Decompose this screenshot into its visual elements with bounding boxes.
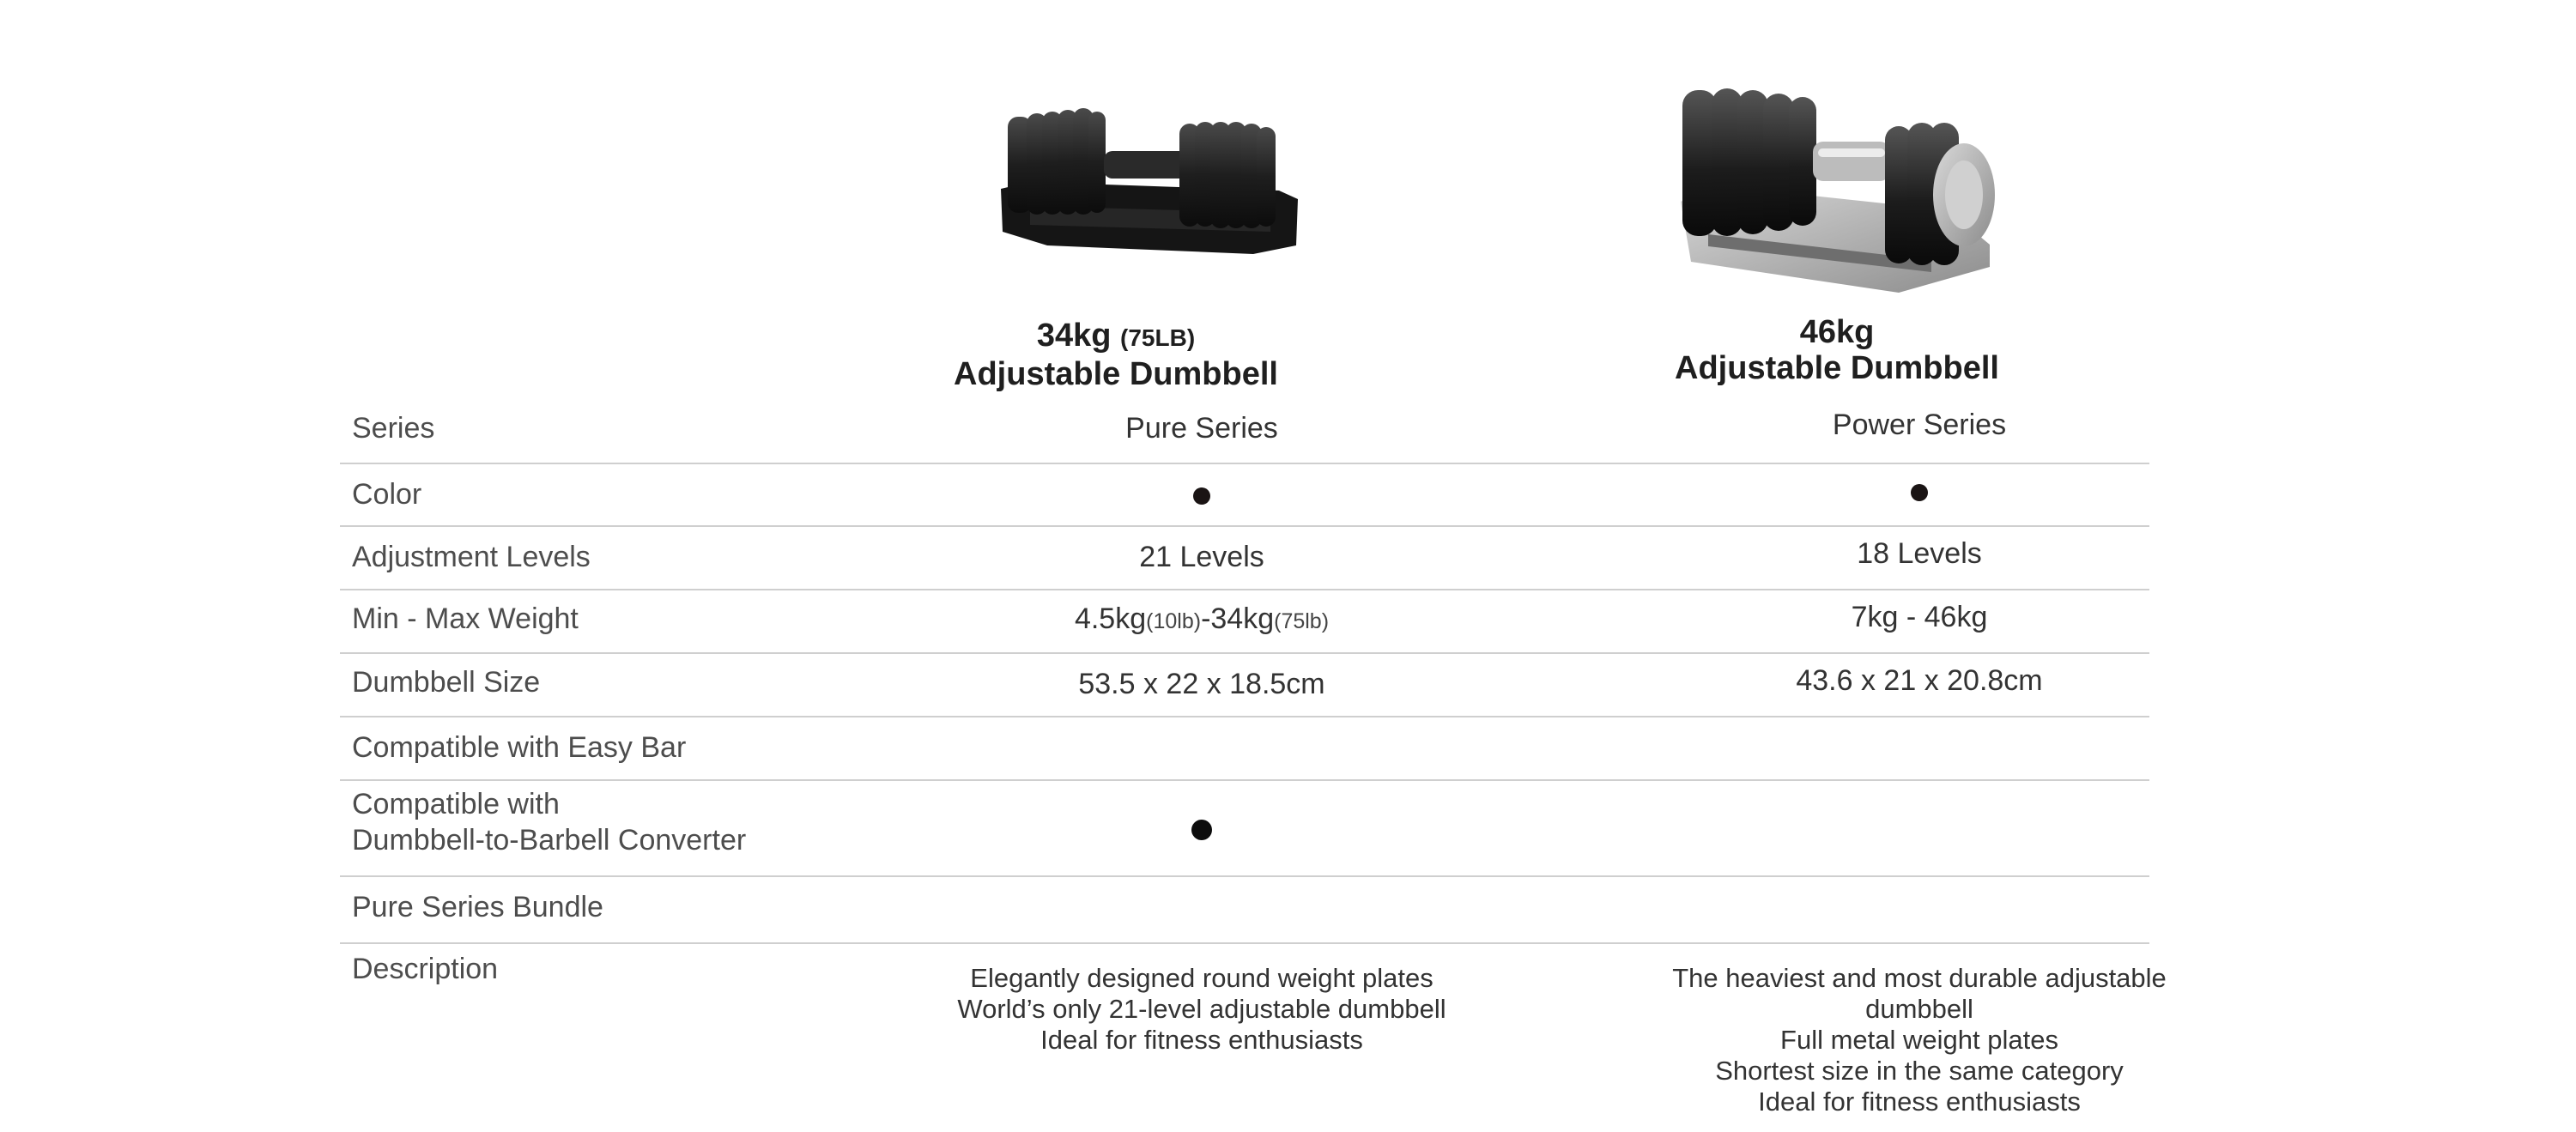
row-min-max-weight (340, 590, 2149, 654)
weight-max: 34kg (1210, 602, 1275, 635)
row-dumbbell-size (340, 654, 2149, 717)
product-title-46kg (1571, 314, 2103, 386)
color-swatch-black (1193, 487, 1210, 505)
title-weight-line (1571, 314, 2103, 350)
description-line: Ideal for fitness enthusiasts (1758, 1087, 2081, 1117)
description-line: Full metal weight plates (1780, 1025, 2058, 1055)
cell-weight-46kg: 7kg - 46kg (1851, 601, 1988, 633)
cell-description-46kg (1653, 963, 2185, 1117)
description-line: Shortest size in the same category (1715, 1056, 2124, 1086)
cell-color-34kg (944, 476, 1459, 512)
row-label-converter-line2: Dumbbell-to-Barbell Converter (352, 824, 747, 857)
product-46kg-image-wrap (1614, 82, 2060, 305)
row-label-bundle: Pure Series Bundle (352, 891, 603, 923)
title-product-name: Adjustable Dumbbell (954, 356, 1278, 392)
row-converter (340, 781, 2149, 877)
cell-description-34kg (944, 963, 1459, 1056)
cell-size-46kg: 43.6 x 21 x 20.8cm (1796, 664, 2043, 697)
product-title-34kg (858, 318, 1373, 392)
color-swatch-black (1911, 484, 1928, 501)
description-line: Elegantly designed round weight plates (970, 963, 1433, 993)
weight-min-lb: (10lb) (1146, 609, 1202, 633)
row-easy-bar (340, 717, 2149, 781)
weight-min: 4.5kg (1074, 602, 1147, 635)
cell-converter-34kg (944, 810, 1459, 846)
row-label-description: Description (352, 953, 499, 985)
title-weight-main: 46kg (1799, 314, 1875, 350)
row-label-weight: Min - Max Weight (352, 602, 579, 635)
dumbbell-34kg-image (996, 103, 1305, 266)
row-label-color: Color (352, 478, 422, 511)
cell-weight-34kg (944, 601, 1459, 639)
row-label-series: Series (352, 412, 435, 445)
cell-color-46kg (1653, 473, 2185, 509)
dumbbell-46kg-image (1674, 82, 2000, 305)
cell-series-34kg: Pure Series (1125, 412, 1278, 445)
row-description (340, 944, 2167, 1117)
row-label-levels: Adjustment Levels (352, 541, 591, 573)
row-series (340, 400, 2149, 464)
title-weight-line (858, 318, 1373, 356)
row-pure-series-bundle (340, 877, 2149, 944)
row-color (340, 464, 2149, 527)
cell-size-34kg: 53.5 x 22 x 18.5cm (1078, 668, 1325, 700)
comparison-table (340, 400, 2167, 1117)
cell-series-46kg: Power Series (1832, 409, 2007, 441)
description-line: The heaviest and most durable adjustable dumbbell (1672, 963, 2167, 1024)
description-line: Ideal for fitness enthusiasts (1040, 1025, 1363, 1055)
description-line: World’s only 21-level adjustable dumbbell (957, 994, 1446, 1024)
cell-levels-34kg: 21 Levels (1139, 541, 1264, 573)
weight-max-lb: (75lb) (1274, 609, 1330, 633)
title-weight-main: 34kg (1036, 318, 1112, 354)
product-34kg-image-wrap (944, 103, 1356, 266)
included-dot (1191, 820, 1212, 840)
weight-separator: - (1201, 602, 1211, 635)
title-product-name: Adjustable Dumbbell (1675, 350, 1999, 386)
title-weight-sub: (75LB) (1120, 324, 1196, 351)
cell-levels-46kg: 18 Levels (1857, 537, 1982, 570)
row-adjustment-levels (340, 527, 2149, 590)
row-label-easybar: Compatible with Easy Bar (352, 731, 687, 764)
row-label-converter-line1: Compatible with (352, 788, 560, 820)
row-label-size: Dumbbell Size (352, 666, 541, 699)
